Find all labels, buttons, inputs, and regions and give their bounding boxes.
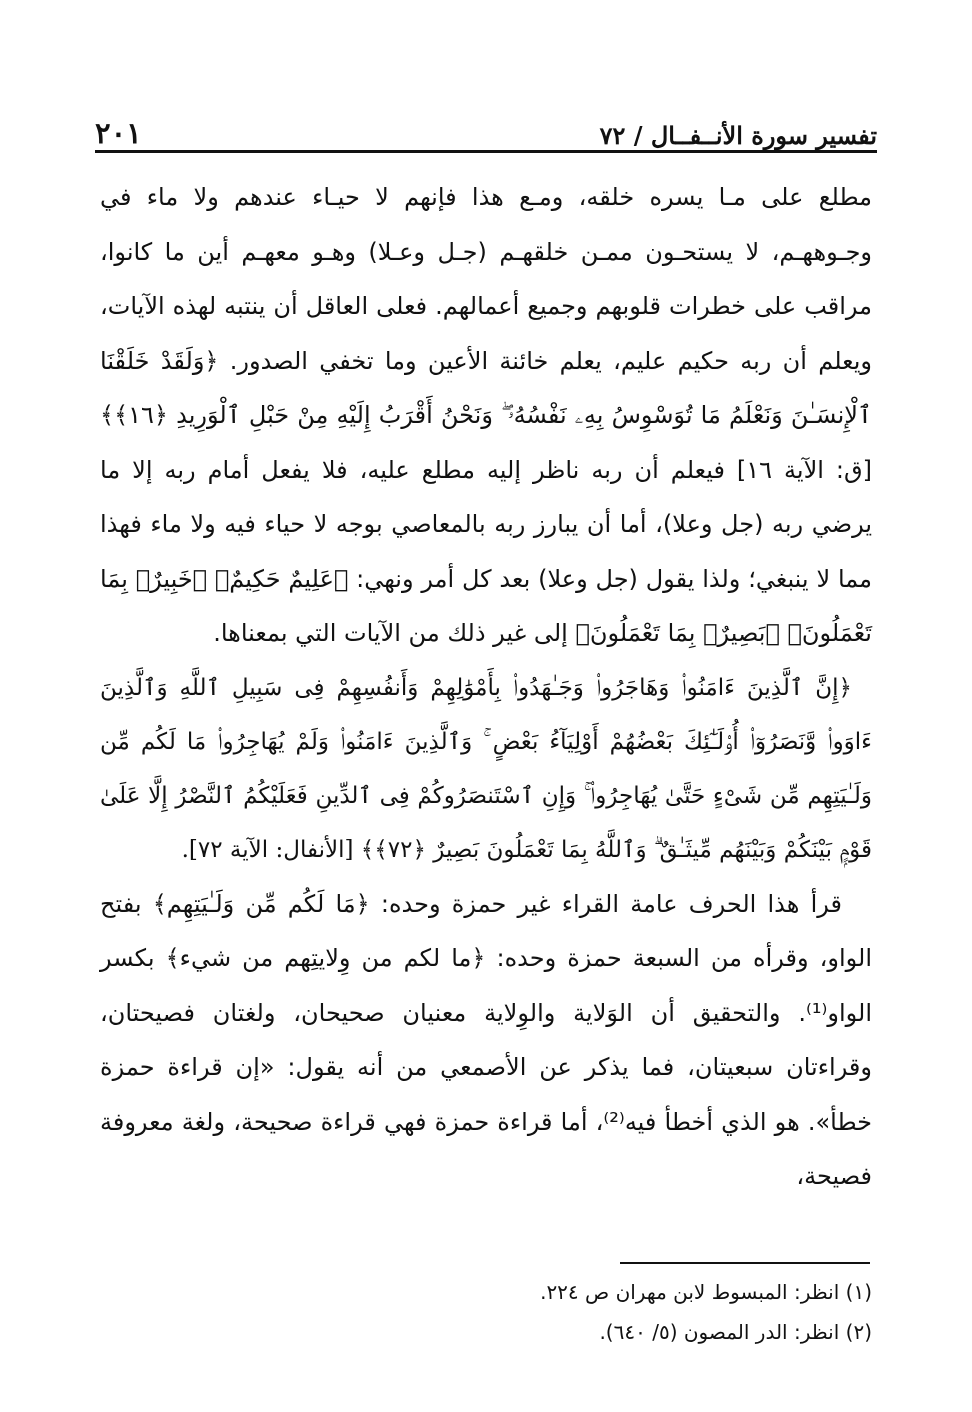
footnote-2: (٢) انظر: الدر المصون (٥/ ٦٤٠). <box>599 1320 872 1344</box>
quran-verse-block: ﴿إِنَّ ٱلَّذِينَ ءَامَنُوا۟ وَهَاجَرُوا۟ وَجَـٰهَدُوا۟ بِأَمْوَٰلِهِمْ وَأَنفُسِهِمْ فِى سَبِيلِ ٱللَّهِ وَٱلَّذِينَ ءَاوَوا۟ وَّنَصَرُوٓا۟ أُو۟لَـٰٓئِكَ بَعْضُهُمْ أَوْلِيَآءُ بَعْضٍ ۚ وَٱلَّذِينَ ءَامَنُوا۟ وَلَمْ يُهَاجِرُوا۟ مَا لَكُم مِّن وَلَـٰيَتِهِم مِّن شَىْءٍ حَتَّىٰ يُهَاجِرُوا۟ ۚ وَإِنِ ٱسْتَنصَرُوكُمْ فِى ٱلدِّينِ فَعَلَيْكُمُ ٱلنَّصْرُ إِلَّا عَلَىٰ قَوْمٍۭ بَيْنَكُمْ وَبَيْنَهُم مِّيثَـٰقٌ ۗ وَٱللَّهُ بِمَا تَعْمَلُونَ بَصِيرٌ ﴿٧٢﴾﴾ [الأنفال: الآية ٧٢]. <box>100 674 872 863</box>
main-text <box>100 170 872 1204</box>
page-header <box>95 108 877 150</box>
paragraph-1: مطلع على مـا يسره خلقه، ومـع هذا فإنهم لا حيـاء عندهم ولا ماء في وجـوههـم، لا يستحـون ممـن خلقهـم (جـل وعـلا) وهـو معهـم أين ما كانوا، مراقب على خطرات قلوبهم وجميع أعمالهم. فعلى العاقل أن ينتبه لهذه الآيات، ويعلم أن ربه حكيم عليم، يعلم خائنة الأعين وما تخفي الصدور. ﴿وَلَقَدْ خَلَقْنَا ٱلْإِنسَـٰنَ وَنَعْلَمُ مَا تُوَسْوِسُ بِهِۦ نَفْسُهُۥ ۖ وَنَحْنُ أَقْرَبُ إِلَيْهِ مِنْ حَبْلِ ٱلْوَرِيدِ ﴿١٦﴾﴾ [ق: الآية ١٦] فيعلم أن ربه ناظر إليه مطلع عليه، فلا يفعل أمام ربه إلا ما يرضي ربه (جل وعلا)، أما أن يبارز ربه بالمعاصي بوجه لا حياء فيه ولا ماء فهذا مما لا ينبغي؛ ولذا يقول (جل وعلا) بعد كل أمر ونهي: ﴿عَلِيمٌ حَكِيمٌ﴾ ﴿خَبِيرٌۢ بِمَا تَعْمَلُونَ﴾ ﴿بَصِيرٌۢ بِمَا تَعْمَلُونَ﴾ إلى غير ذلك من الآيات التي بمعناها. <box>100 183 872 647</box>
running-title: تفسير سورة الأنــفــال / ٧٢ <box>599 121 877 150</box>
header-rule <box>95 150 877 153</box>
footnotes <box>100 1272 872 1352</box>
paragraph-2: قرأ هذا الحرف عامة القراء غير حمزة وحده: ﴿مَا لَكُم مِّن وَلَـٰيَتِهِم﴾ بفتح الواو، وقرأه من السبعة حمزة وحده: ﴿ما لكم من وِلايتِهم من شيء﴾ بكسر الواو⁽¹⁾. والتحقيق أن الوَلاية والوِلاية معنيان صحيحان، ولغتان فصيحتان، وقراءتان سبعيتان، فما يذكر عن الأصمعي من أنه يقول: «إن قراءة حمزة خطأ». هو الذي أخطأ فيه⁽²⁾، أما قراءة حمزة فهي قراءة صحيحة، ولغة معروفة فصيحة، <box>100 889 873 1190</box>
footnote-separator <box>620 1262 870 1264</box>
footnote-1: (١) انظر: المبسوط لابن مهران ص ٢٢٤. <box>540 1280 872 1304</box>
page-number: ٢٠١ <box>95 116 142 150</box>
